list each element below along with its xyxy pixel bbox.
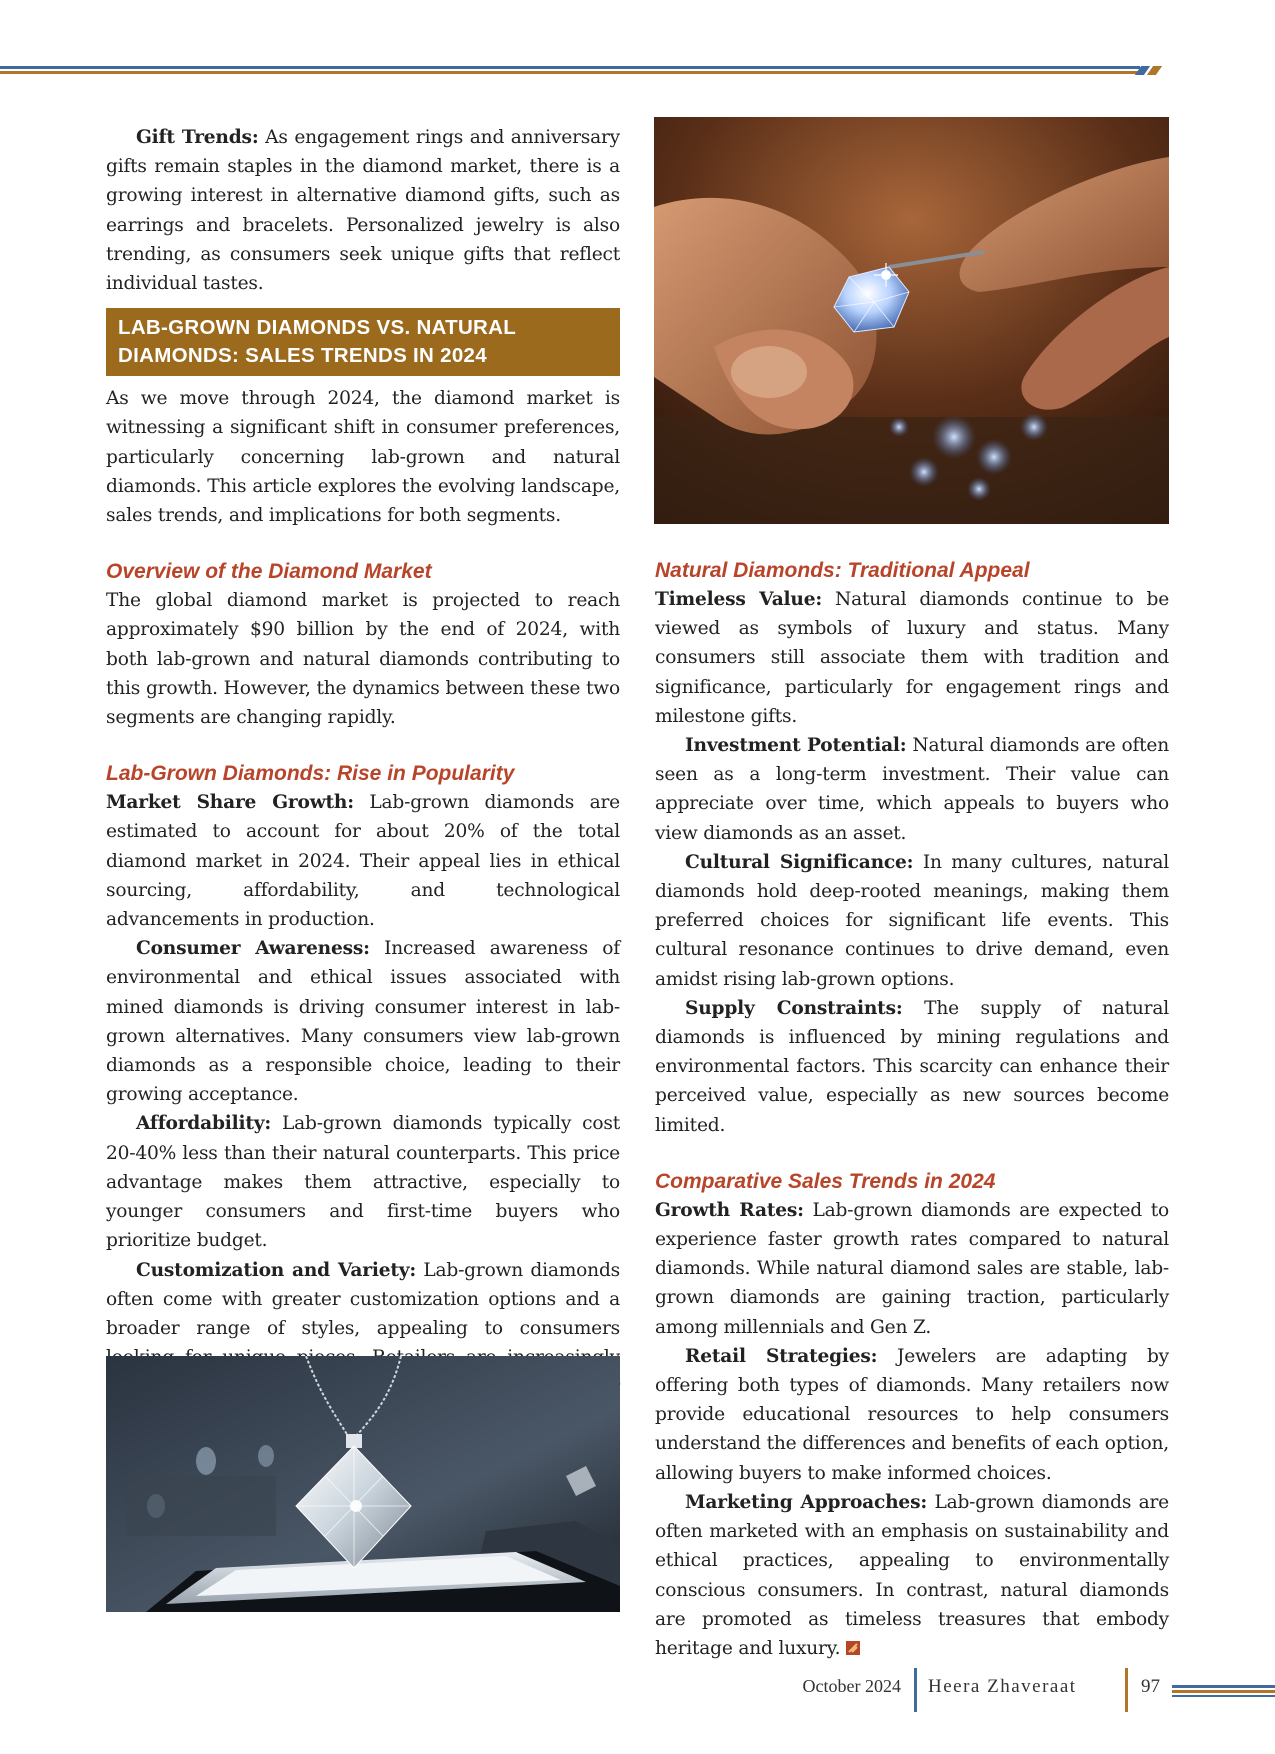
gift-trends-paragraph bbox=[106, 123, 620, 298]
gift-trends-lead: Gift Trends: bbox=[136, 127, 259, 148]
item-lead: Investment Potential: bbox=[685, 735, 907, 757]
item-text: Increased awareness of environmental and ethical issues associated with mined diamonds is driving consumer interest in lab-grown alternatives. Many consumers view lab-grown diamonds as a responsible choice, leading to their growing acceptance. bbox=[106, 938, 620, 1106]
item-text: In many cultures, natural diamonds hold deep-rooted meanings, making them preferred choices for significant life events. This cultural resonance continues to drive demand, even amidst rising lab-grown options. bbox=[655, 851, 1170, 990]
item-text: Lab-grown diamonds typically cost 20-40% less than their natural counterparts. This price advantage makes them attractive, especially to younger consumers and first-time buyers who prioritize budget. bbox=[106, 1113, 620, 1252]
item-lead: Market Share Growth: bbox=[106, 792, 354, 814]
page-number: 97 bbox=[1141, 1676, 1160, 1697]
item-lead: Retail Strategies: bbox=[685, 1345, 878, 1367]
item-text: Lab-grown diamonds are estimated to account for about 20% of the total diamond market in 2024. Their appeal lies in ethical sourcing, affordability, and technological advancements in production. bbox=[106, 792, 620, 931]
labgrown-paragraph bbox=[106, 1109, 620, 1255]
item-lead: Affordability: bbox=[136, 1113, 271, 1135]
item-text: Lab-grown diamonds are often marketed with an emphasis on sustainability and ethical practices, appealing to environmentally conscious consumers. In contrast, natural diamonds are promoted as timeless treasures that embody heritage and luxury. bbox=[655, 1491, 1169, 1659]
banner-line-2: DIAMONDS: SALES TRENDS IN 2024 bbox=[118, 344, 487, 368]
item-text: Lab-grown diamonds often come with greater customization options and a broader range of styles, appealing to consumers bbox=[106, 1259, 620, 1339]
item-text: Jewelers are adapting by offering both types of diamonds. Many retailers now provide educational resources to help consumers understand the differences and benefits of each option, allowing buyers to make informed choices. bbox=[655, 1345, 1169, 1484]
right-column bbox=[655, 557, 1169, 1663]
item-lead: Consumer Awareness: bbox=[136, 938, 370, 960]
item-text: Natural diamonds continue to be viewed as symbols of luxury and status. Many consumers still associate them with tradition and significance, particularly for engagement rings and milestone gifts. bbox=[655, 589, 1169, 727]
natural-paragraph bbox=[655, 731, 1169, 848]
natural-heading: Natural Diamonds: Traditional Appeal bbox=[655, 559, 1030, 582]
footer-divider bbox=[1125, 1668, 1128, 1712]
item-text: Natural diamonds are often seen as a long-term investment. Their value can appreciate over time, which appeals to buyers who view diamonds as an asset. bbox=[655, 735, 1169, 844]
item-lead: Cultural Significance: bbox=[685, 851, 914, 873]
labgrown-paragraph bbox=[106, 788, 620, 934]
item-text: Lab-grown diamonds are expected to experience faster growth rates compared to natural diamonds. While natural diamond sales are stable, lab-grown diamonds are gaining traction, particularly among millennials and Gen Z. bbox=[655, 1199, 1169, 1338]
comparative-heading: Comparative Sales Trends in 2024 bbox=[655, 1169, 996, 1193]
item-lead: Supply Constraints: bbox=[685, 997, 903, 1019]
banner-line-1: LAB-GROWN DIAMONDS VS. NATURAL bbox=[118, 316, 517, 340]
left-column bbox=[106, 123, 620, 1431]
page-footer bbox=[0, 1668, 1275, 1716]
natural-paragraph bbox=[655, 848, 1169, 994]
item-lead: Marketing Approaches: bbox=[685, 1491, 927, 1513]
natural-paragraph bbox=[655, 994, 1169, 1140]
pendant-photo bbox=[106, 1356, 620, 1612]
overview-paragraph: The global diamond market is projected to reach approximately $90 billion by the end of 2024, with both lab-grown and natural diamonds contributing to this growth. However, the dynamics between these two segments are changing rapidly. bbox=[106, 590, 620, 729]
item-lead: Timeless Value: bbox=[655, 589, 823, 610]
section-banner bbox=[106, 308, 620, 376]
natural-paragraph bbox=[655, 585, 1169, 731]
comparative-paragraph bbox=[655, 1488, 1169, 1663]
item-lead: Customization and Variety: bbox=[136, 1259, 417, 1281]
gift-trends-text: As engagement rings and anniversary gifts remain staples in the diamond market, there is a growing interest in alternative diamond gifts, such as earrings and bracelets. Personalized jewelry is also trending, as consumers seek unique gifts that reflect individual tastes. bbox=[106, 127, 620, 295]
labgrown-paragraph bbox=[106, 934, 620, 1109]
end-mark-icon bbox=[846, 1641, 860, 1655]
header-rule bbox=[0, 66, 1150, 76]
issue-date: October 2024 bbox=[802, 1676, 901, 1696]
intro-paragraph: As we move through 2024, the diamond market is witnessing a significant shift in consumer preferences, particularly concerning lab-grown and natural diamonds. This article explores the evolving landscape, sales trends, and implications for both segments. bbox=[106, 388, 620, 527]
comparative-paragraph bbox=[655, 1342, 1169, 1488]
labgrown-heading: Lab-Grown Diamonds: Rise in Popularity bbox=[106, 762, 515, 786]
footer-divider bbox=[914, 1668, 917, 1712]
comparative-paragraph bbox=[655, 1196, 1169, 1342]
hands-diamond-photo bbox=[654, 117, 1169, 524]
magazine-name: Heera Zhaveraat bbox=[928, 1676, 1077, 1697]
item-lead: Growth Rates: bbox=[655, 1199, 804, 1221]
overview-heading: Overview of the Diamond Market bbox=[106, 560, 432, 584]
item-text: The supply of natural diamonds is influenced by mining regulations and environmental factors. This scarcity can enhance their perceived value, especially as new sources become limited. bbox=[655, 997, 1169, 1136]
